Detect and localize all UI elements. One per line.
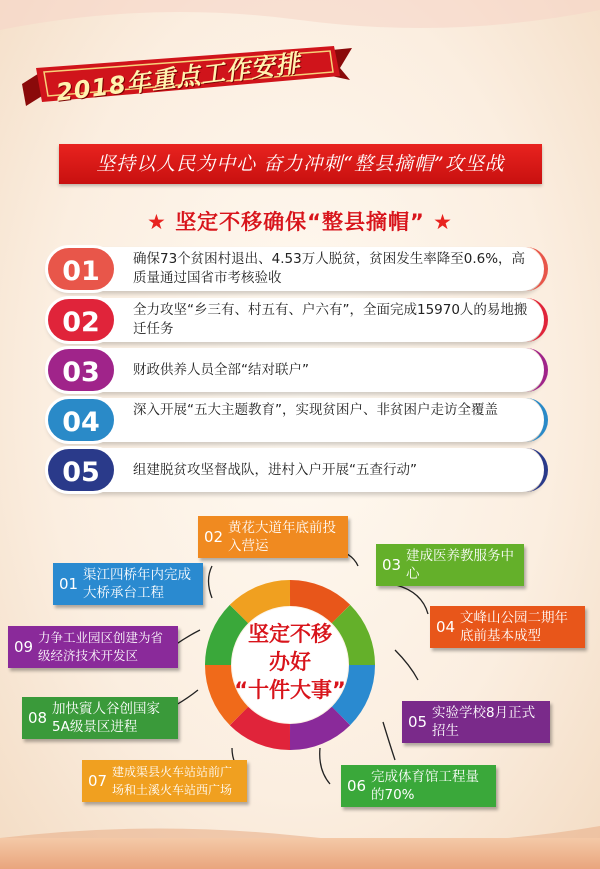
center-line-2: 办好 — [269, 650, 311, 674]
task-box — [430, 606, 585, 648]
item-rim — [518, 398, 548, 442]
list-item — [47, 348, 544, 392]
item-text: 财政供养人员全部“结对联户” — [133, 362, 309, 378]
item-number-badge: 05 — [45, 446, 117, 494]
list-item — [47, 247, 544, 291]
task-number: 03 — [382, 556, 402, 574]
task-box — [198, 516, 348, 558]
task-number: 07 — [88, 772, 108, 790]
item-rim — [518, 348, 548, 392]
bottom-band — [0, 838, 600, 869]
item-number-badge: 02 — [45, 296, 117, 344]
item-number-badge: 04 — [45, 396, 117, 444]
item-number-badge: 03 — [45, 346, 117, 394]
item-rim — [518, 298, 548, 342]
task-number: 09 — [14, 638, 34, 656]
task-number: 05 — [408, 713, 428, 731]
slogan-banner: 坚持以人民为中心 奋力冲刺“整县摘帽”攻坚战 — [59, 144, 542, 184]
item-rim — [518, 247, 548, 291]
center-title — [228, 620, 352, 704]
list-item — [47, 298, 544, 342]
section-heading-text: 坚定不移确保“整县摘帽” — [175, 210, 425, 234]
task-box — [376, 544, 524, 586]
task-box — [341, 765, 496, 807]
star-icon: ★ — [433, 210, 453, 234]
task-number: 01 — [59, 575, 79, 593]
task-box — [53, 563, 203, 605]
task-text: 黄花大道年底前投入营运 — [228, 520, 336, 554]
task-number: 02 — [204, 528, 224, 546]
task-text: 加快賨人谷创国家5A级景区进程 — [52, 701, 160, 735]
task-text: 实验学校8月正式招生 — [432, 705, 536, 739]
item-number-badge: 01 — [45, 245, 117, 293]
task-number: 04 — [436, 618, 456, 636]
task-box — [22, 697, 178, 739]
item-text: 全力攻坚“乡三有、村五有、户六有”，全面完成15970人的易地搬迁任务 — [133, 302, 528, 337]
task-text: 完成体育馆工程量的70% — [371, 769, 479, 803]
center-line-3: “十件大事” — [234, 678, 346, 702]
list-item — [47, 398, 544, 442]
task-text: 渠江四桥年内完成大桥承台工程 — [83, 567, 191, 601]
task-text: 文峰山公园二期年底前基本成型 — [460, 610, 568, 644]
task-box — [402, 701, 550, 743]
section-heading — [100, 206, 500, 236]
center-line-1: 坚定不移 — [248, 622, 332, 646]
list-item — [47, 448, 544, 492]
task-text: 建成医养教服务中心 — [406, 548, 514, 582]
task-text: 力争工业园区创建为省级经济技术开发区 — [38, 630, 164, 663]
page-title: 2018年重点工作安排 — [54, 49, 302, 107]
task-number: 08 — [28, 709, 48, 727]
star-icon: ★ — [147, 210, 167, 234]
task-box — [82, 760, 247, 802]
task-text: 建成渠县火车站站前广场和土溪火车站西广场 — [112, 765, 233, 797]
task-number: 06 — [347, 777, 367, 795]
item-text: 确保73个贫困村退出、4.53万人脱贫，贫困发生率降至0.6%，高质量通过国省市考核验收 — [133, 251, 526, 286]
task-box — [8, 626, 178, 668]
item-text: 深入开展“五大主题教育”，实现贫困户、非贫困户走访全覆盖 — [133, 402, 498, 418]
item-rim — [518, 448, 548, 492]
item-text: 组建脱贫攻坚督战队，进村入户开展“五查行动” — [133, 462, 417, 478]
